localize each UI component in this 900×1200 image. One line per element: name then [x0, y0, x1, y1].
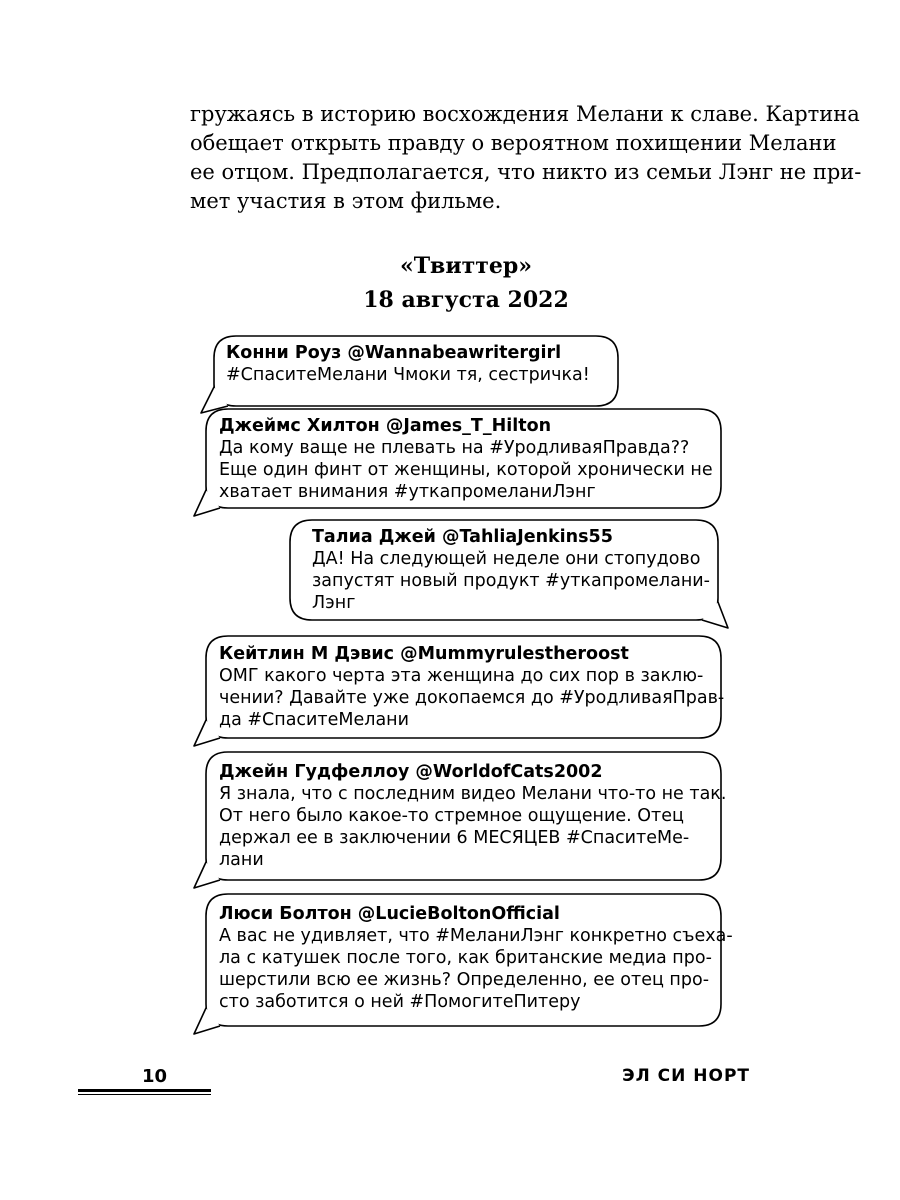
tweet-bubble-5-tail [194, 862, 220, 888]
footer-rule [78, 1089, 211, 1092]
tweet-text-line: сто заботится о ней #ПомогитеПитеру [219, 992, 581, 1012]
tweet [312, 526, 710, 614]
tweet [219, 761, 726, 871]
tweet-text-line: да #СпаситеМелани [219, 710, 409, 730]
tweet [219, 415, 713, 503]
body-line: мет участия в этом фильме. [190, 189, 502, 213]
footer-rule-thin [78, 1094, 211, 1095]
section-title: «Твиттер» [399, 253, 533, 279]
tweet-author: Джеймс Хилтон @James_T_Hilton [219, 416, 552, 436]
tweet-text-line: Лэнг [312, 593, 356, 613]
tweet-text-line: хватает внимания #уткапромеланиЛэнг [219, 482, 596, 502]
tweet-author: Люси Болтон @LucieBoltonOfficial [219, 904, 560, 924]
tweet [219, 643, 724, 731]
tweet-author: Конни Роуз @Wannabeawritergirl [226, 343, 562, 363]
tweet-text-line: запустят новый продукт #уткапромелани- [312, 571, 710, 591]
tweet-text-line: чении? Давайте уже докопаемся до #УродливаяПрав- [219, 688, 725, 708]
tweet-text-line: Я знала, что с последним видео Мелани что-то не так. [219, 784, 727, 804]
tweet-author: Джейн Гудфеллоу @WorldofCats2002 [219, 762, 603, 782]
tweet-text-line: ДА! На следующей неделе они стопудово [312, 549, 701, 569]
tweet-text-line: А вас не удивляет, что #МеланиЛэнг конкретно съеха- [219, 926, 733, 946]
running-head: ЭЛ СИ НОРТ [622, 1066, 750, 1086]
tweet-author: Талиа Джей @TahliaJenkins55 [312, 527, 613, 547]
body-line: обещает открыть правду о вероятном похищении Мелани [190, 131, 837, 155]
tweet-text-line: ла с катушек после того, как британские медиа про- [219, 948, 712, 968]
tweet-text-line: ОМГ какого черта эта женщина до сих пор в заклю- [219, 666, 704, 686]
tweet-bubble-2-tail [194, 490, 220, 516]
section-date: 18 августа 2022 [363, 287, 569, 313]
tweet-text-line: Еще один финт от женщины, которой хронически не [219, 460, 713, 480]
body-line: ее отцом. Предполагается, что никто из семьи Лэнг не при- [190, 160, 862, 184]
tweet-text-line: держал ее в заключении 6 МЕСЯЦЕВ #СпаситеМе- [219, 828, 690, 848]
tweet-bubble-6-tail [194, 1008, 220, 1034]
tweet-text-line: лани [219, 850, 264, 870]
tweet-text-line: #СпаситеМелани Чмоки тя, сестричка! [226, 365, 590, 385]
tweet-bubble-4-tail [194, 720, 220, 746]
tweet [219, 903, 733, 1013]
tweet-text-line: Да кому ваще не плевать на #УродливаяПравда?? [219, 438, 690, 458]
page-number: 10 [142, 1066, 168, 1087]
tweet [226, 342, 590, 386]
tweet-text-line: шерстили всю ее жизнь? Определенно, ее отец про- [219, 970, 710, 990]
tweet-text-line: От него было какое-то стремное ощущение. Отец [219, 806, 684, 826]
body-line: гружаясь в историю восхождения Мелани к славе. Картина [190, 102, 860, 126]
tweet-author: Кейтлин М Дэвис @Mummyrulestheroost [219, 644, 629, 664]
